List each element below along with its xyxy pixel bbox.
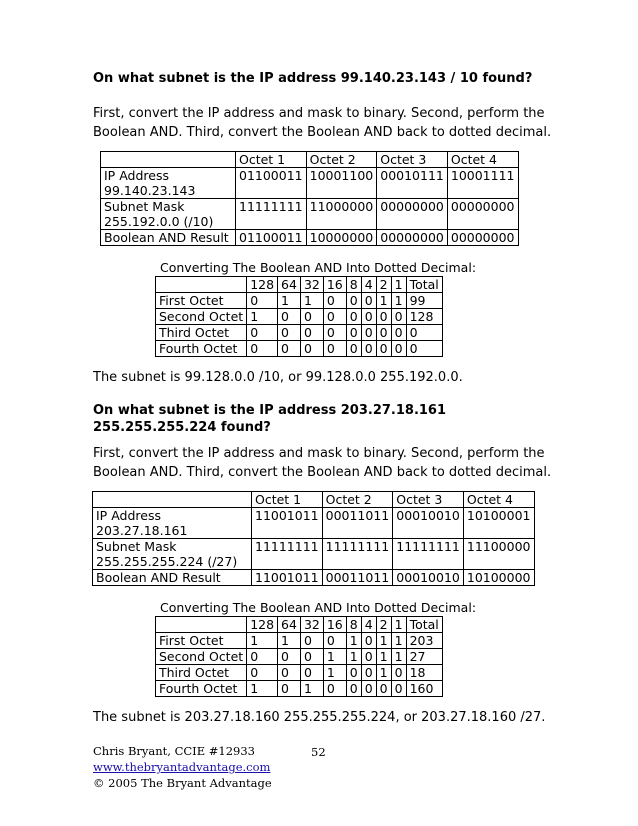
bit-cell: 1: [376, 665, 391, 681]
bit-cell: 0: [278, 341, 301, 357]
table-row: [156, 681, 443, 697]
header-cell: Octet 3: [393, 492, 464, 508]
bit-cell: 1: [376, 649, 391, 665]
question-2-line-1: On what subnet is the IP address 203.27.18.161: [93, 403, 447, 418]
total-cell: 0: [406, 325, 442, 341]
binary-cell: 00010010: [393, 570, 464, 586]
binary-cell: 10001100: [306, 168, 377, 199]
table-row: [101, 199, 519, 230]
row-label: First Octet: [156, 633, 247, 649]
row-label: Subnet Mask 255.255.255.224 (/27): [93, 539, 252, 570]
row-label: Boolean AND Result: [93, 570, 252, 586]
bit-cell: 1: [376, 293, 391, 309]
total-cell: 203: [406, 633, 442, 649]
binary-table-1: [100, 151, 519, 246]
bit-cell: 1: [376, 633, 391, 649]
table-row: [156, 341, 443, 357]
result-1: The subnet is 99.128.0.0 /10, or 99.128.0.0 255.192.0.0.: [93, 370, 463, 385]
bit-cell: 0: [323, 681, 346, 697]
binary-cell: 11100000: [463, 539, 534, 570]
total-cell: 0: [406, 341, 442, 357]
question-1: On what subnet is the IP address 99.140.23.143 / 10 found?: [93, 71, 533, 86]
binary-cell: 01100011: [236, 230, 307, 246]
bit-cell: 1: [391, 293, 406, 309]
bit-cell: 0: [391, 681, 406, 697]
bit-cell: 0: [376, 341, 391, 357]
row-label: Subnet Mask 255.192.0.0 (/10): [101, 199, 236, 230]
header-cell: 4: [361, 617, 376, 633]
binary-cell: 11111111: [322, 539, 393, 570]
header-cell: [93, 492, 252, 508]
conversion-title-1: Converting The Boolean AND Into Dotted Decimal:: [160, 260, 477, 275]
header-cell: 1: [391, 277, 406, 293]
bit-cell: 0: [361, 325, 376, 341]
bit-cell: 0: [300, 325, 323, 341]
binary-cell: 11000000: [306, 199, 377, 230]
row-label: Fourth Octet: [156, 341, 247, 357]
header-cell: 2: [376, 277, 391, 293]
bit-cell: 0: [391, 665, 406, 681]
total-cell: 27: [406, 649, 442, 665]
table-row: [93, 508, 535, 539]
binary-cell: 00000000: [447, 199, 518, 230]
bit-cell: 0: [346, 681, 361, 697]
header-cell: 8: [346, 617, 361, 633]
bit-cell: 0: [247, 649, 278, 665]
header-cell: [101, 152, 236, 168]
header-cell: Octet 1: [236, 152, 307, 168]
bit-cell: 0: [300, 341, 323, 357]
footer-copyright: © 2005 The Bryant Advantage: [93, 776, 272, 790]
binary-cell: 10100000: [463, 570, 534, 586]
table-row: [156, 617, 443, 633]
bit-cell: 1: [247, 633, 278, 649]
bit-cell: 1: [391, 633, 406, 649]
bit-cell: 0: [247, 293, 278, 309]
bit-cell: 0: [391, 341, 406, 357]
table-row: [101, 230, 519, 246]
result-2: The subnet is 203.27.18.160 255.255.255.224, or 203.27.18.160 /27.: [93, 710, 546, 725]
binary-cell: 10001111: [447, 168, 518, 199]
bit-cell: 0: [323, 341, 346, 357]
bit-cell: 0: [391, 325, 406, 341]
page-number: 52: [311, 745, 326, 759]
header-cell: Total: [406, 617, 442, 633]
binary-cell: 00010010: [393, 508, 464, 539]
table-row: [156, 665, 443, 681]
row-label: Second Octet: [156, 309, 247, 325]
row-label: IP Address 99.140.23.143: [101, 168, 236, 199]
header-cell: 64: [278, 617, 301, 633]
conversion-table-2: [155, 616, 443, 697]
table-row: [156, 649, 443, 665]
bit-cell: 0: [361, 665, 376, 681]
bit-cell: 0: [376, 681, 391, 697]
header-cell: [156, 277, 247, 293]
table-row: [156, 277, 443, 293]
header-cell: 32: [300, 277, 323, 293]
table-row: [93, 570, 535, 586]
binary-table-2: [92, 491, 535, 586]
header-cell: 2: [376, 617, 391, 633]
header-cell: Octet 3: [377, 152, 448, 168]
question-2-line-2: 255.255.255.224 found?: [93, 420, 271, 435]
header-cell: 4: [361, 277, 376, 293]
row-label: Third Octet: [156, 665, 247, 681]
intro-1-line-2: Boolean AND. Third, convert the Boolean AND back to dotted decimal.: [93, 125, 552, 140]
binary-cell: 10000000: [306, 230, 377, 246]
bit-cell: 1: [278, 633, 301, 649]
total-cell: 99: [406, 293, 442, 309]
bit-cell: 0: [278, 309, 301, 325]
header-cell: Octet 1: [252, 492, 323, 508]
binary-cell: 11001011: [252, 570, 323, 586]
header-cell: 128: [247, 277, 278, 293]
bit-cell: 1: [346, 649, 361, 665]
bit-cell: 0: [391, 309, 406, 325]
binary-cell: 00000000: [377, 199, 448, 230]
bit-cell: 1: [323, 665, 346, 681]
table-row: [101, 152, 519, 168]
bit-cell: 1: [278, 293, 301, 309]
bit-cell: 0: [247, 341, 278, 357]
bit-cell: 0: [361, 341, 376, 357]
row-label: IP Address 203.27.18.161: [93, 508, 252, 539]
footer-author: Chris Bryant, CCIE #12933: [93, 744, 255, 758]
bit-cell: 0: [346, 309, 361, 325]
bit-cell: 0: [300, 649, 323, 665]
bit-cell: 0: [361, 633, 376, 649]
binary-cell: 00000000: [447, 230, 518, 246]
row-label: First Octet: [156, 293, 247, 309]
table-row: [93, 492, 535, 508]
header-cell: 8: [346, 277, 361, 293]
intro-2-line-1: First, convert the IP address and mask to binary. Second, perform the: [93, 446, 545, 461]
header-cell: 16: [323, 617, 346, 633]
bit-cell: 0: [300, 633, 323, 649]
bit-cell: 0: [361, 309, 376, 325]
table-row: [156, 325, 443, 341]
bit-cell: 0: [247, 665, 278, 681]
bit-cell: 0: [346, 293, 361, 309]
table-row: [156, 633, 443, 649]
header-cell: 16: [323, 277, 346, 293]
bit-cell: 0: [278, 325, 301, 341]
bit-cell: 0: [346, 325, 361, 341]
intro-2-line-2: Boolean AND. Third, convert the Boolean AND back to dotted decimal.: [93, 465, 552, 480]
binary-cell: 01100011: [236, 168, 307, 199]
bit-cell: 0: [278, 649, 301, 665]
binary-cell: 11111111: [236, 199, 307, 230]
bit-cell: 1: [300, 293, 323, 309]
bit-cell: 0: [376, 325, 391, 341]
intro-1-line-1: First, convert the IP address and mask to binary. Second, perform the: [93, 106, 545, 121]
total-cell: 18: [406, 665, 442, 681]
total-cell: 160: [406, 681, 442, 697]
header-cell: Octet 2: [306, 152, 377, 168]
bit-cell: 0: [323, 309, 346, 325]
bit-cell: 0: [361, 681, 376, 697]
bit-cell: 0: [278, 681, 301, 697]
binary-cell: 10100001: [463, 508, 534, 539]
table-row: [93, 539, 535, 570]
bit-cell: 1: [323, 649, 346, 665]
conversion-table-1: [155, 276, 443, 357]
binary-cell: 00000000: [377, 230, 448, 246]
bit-cell: 0: [361, 293, 376, 309]
bit-cell: 0: [346, 341, 361, 357]
table-row: [156, 293, 443, 309]
header-cell: Octet 2: [322, 492, 393, 508]
bit-cell: 1: [391, 649, 406, 665]
header-cell: 64: [278, 277, 301, 293]
bit-cell: 0: [300, 665, 323, 681]
bit-cell: 0: [323, 325, 346, 341]
header-cell: Octet 4: [447, 152, 518, 168]
bit-cell: 1: [300, 681, 323, 697]
header-cell: [156, 617, 247, 633]
binary-cell: 00011011: [322, 570, 393, 586]
row-label: Boolean AND Result: [101, 230, 236, 246]
row-label: Second Octet: [156, 649, 247, 665]
bit-cell: 0: [323, 293, 346, 309]
row-label: Fourth Octet: [156, 681, 247, 697]
bit-cell: 0: [346, 665, 361, 681]
bit-cell: 1: [247, 681, 278, 697]
bit-cell: 0: [376, 309, 391, 325]
binary-cell: 00011011: [322, 508, 393, 539]
bit-cell: 0: [247, 325, 278, 341]
header-cell: 1: [391, 617, 406, 633]
bit-cell: 1: [247, 309, 278, 325]
footer-website-link[interactable]: www.thebryantadvantage.com: [93, 760, 271, 774]
binary-cell: 11111111: [393, 539, 464, 570]
bit-cell: 0: [300, 309, 323, 325]
table-row: [156, 309, 443, 325]
binary-cell: 11001011: [252, 508, 323, 539]
header-cell: Total: [406, 277, 442, 293]
binary-cell: 11111111: [252, 539, 323, 570]
bit-cell: 1: [346, 633, 361, 649]
row-label: Third Octet: [156, 325, 247, 341]
conversion-title-2: Converting The Boolean AND Into Dotted Decimal:: [160, 600, 477, 615]
header-cell: Octet 4: [463, 492, 534, 508]
binary-cell: 00010111: [377, 168, 448, 199]
bit-cell: 0: [323, 633, 346, 649]
total-cell: 128: [406, 309, 442, 325]
table-row: [101, 168, 519, 199]
header-cell: 128: [247, 617, 278, 633]
bit-cell: 0: [361, 649, 376, 665]
bit-cell: 0: [278, 665, 301, 681]
header-cell: 32: [300, 617, 323, 633]
